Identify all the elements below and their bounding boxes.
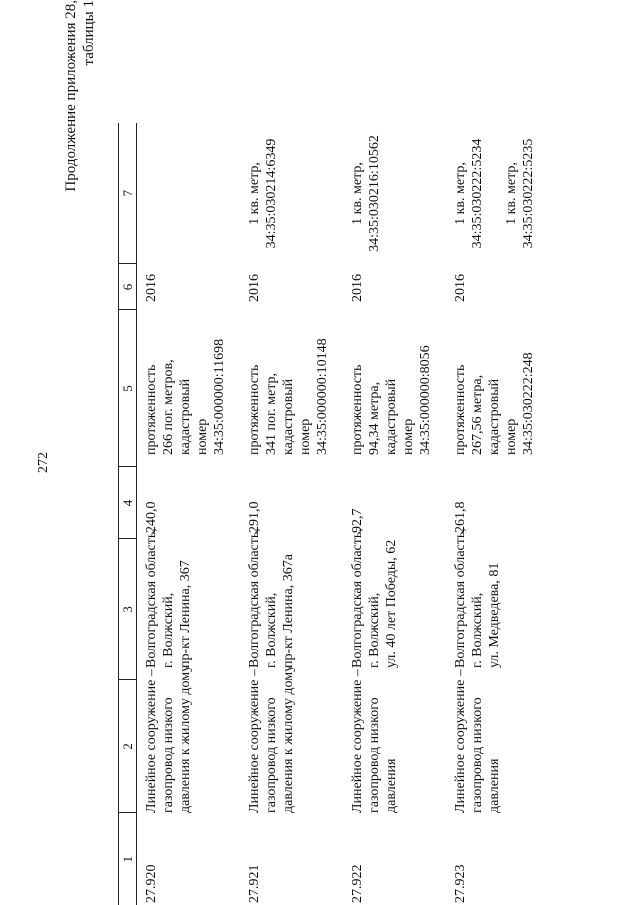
object-name-cell [137, 664, 241, 813]
year-value: 2016 [350, 274, 365, 302]
row-number-cell [240, 813, 343, 905]
column-header-1: 1 [119, 813, 137, 905]
row-number: 27.922 [350, 864, 365, 903]
description-line: 34:35:000000:10148 [315, 338, 330, 455]
row-number-cell [343, 813, 446, 905]
description-line: номер [504, 418, 519, 455]
description-line: номер [195, 418, 210, 455]
address-line: пр-кт Ленина, 367а [281, 554, 296, 668]
description-line: номер [401, 418, 416, 455]
area-cell [240, 467, 343, 539]
address-line: г. Волжский, [367, 592, 382, 668]
description-line: протяженность [350, 364, 365, 455]
description-line: кадастровый [178, 378, 193, 455]
description-line: 34:35:000000:8056 [418, 345, 433, 455]
object-name-line: газопровод низкого [367, 697, 382, 813]
object-name-line: давления [487, 758, 502, 813]
address-line: г. Волжский, [470, 592, 485, 668]
table-row [343, 123, 446, 905]
table-row [137, 123, 241, 905]
column-header-2: 2 [119, 680, 137, 813]
column-header-4: 4 [119, 467, 137, 539]
description-line: протяженность [247, 364, 262, 455]
row-number: 27.921 [247, 864, 262, 903]
address-line: Волгоградская область, [350, 528, 365, 668]
object-name-line: Линейное сооружение – [144, 669, 159, 813]
land-plot-cell [446, 123, 549, 264]
row-number-cell [446, 813, 549, 905]
description-line: кадастровый [384, 378, 399, 455]
column-header-3: 3 [119, 539, 137, 680]
year-value: 2016 [247, 274, 262, 302]
land-plot-cell [137, 123, 241, 264]
table-row [240, 123, 343, 905]
area-value: 240,0 [144, 501, 159, 533]
area-cell [446, 467, 549, 539]
year-cell [343, 264, 446, 310]
object-name-line: Линейное сооружение – [247, 669, 262, 813]
row-number-cell [137, 813, 241, 905]
description-line: 341 пог. метр, [264, 372, 279, 455]
address-line: Волгоградская область, [453, 528, 468, 668]
area-cell [137, 467, 241, 539]
address-cell [137, 528, 241, 680]
object-name-line: Линейное сооружение – [350, 669, 365, 813]
address-line: Волгоградская область, [247, 528, 262, 668]
object-name-line: газопровод низкого [470, 697, 485, 813]
land-plot-line: 1 кв. метр, [453, 162, 468, 225]
row-number: 27.920 [144, 864, 159, 903]
year-cell [446, 264, 549, 310]
column-header-5: 5 [119, 310, 137, 467]
description-cell [137, 310, 241, 467]
description-line: 267,56 метра, [470, 374, 485, 455]
land-plot-line: 1 кв. метр, [247, 162, 262, 225]
object-name-line: давления к жилому дому [178, 664, 193, 813]
land-plot-line: 1 кв. метр, [504, 162, 519, 225]
area-value: 291,0 [247, 501, 262, 533]
description-cell [240, 310, 343, 467]
address-line: пр-кт Ленина, 367 [178, 560, 193, 668]
address-line: г. Волжский, [161, 592, 176, 668]
page-number: 272 [36, 452, 51, 473]
description-line: протяженность [144, 364, 159, 455]
land-plot-cell [240, 123, 343, 264]
address-cell [240, 528, 343, 680]
description-line: кадастровый [487, 378, 502, 455]
object-name-cell [343, 669, 446, 813]
year-cell [240, 264, 343, 310]
year-value: 2016 [453, 274, 468, 302]
continuation-line-2: таблицы 1 [81, 0, 97, 66]
continuation-note [62, 0, 98, 335]
description-line: 94,34 метра, [367, 381, 382, 455]
column-header-7: 7 [119, 123, 137, 264]
object-name-line: давления к жилому дому [281, 664, 296, 813]
area-value: 92,7 [350, 508, 365, 533]
object-name-line: газопровод низкого [161, 697, 176, 813]
address-line: ул. Медведева, 81 [487, 562, 502, 668]
description-line: номер [298, 418, 313, 455]
year-value: 2016 [144, 274, 159, 302]
object-name-cell [446, 669, 549, 813]
line-gap [486, 123, 503, 264]
description-cell [343, 310, 446, 467]
description-line: 34:35:030222:248 [521, 352, 536, 455]
object-name-line: Линейное сооружение – [453, 669, 468, 813]
column-header-6: 6 [119, 264, 137, 310]
land-plot-line: 34:35:030216:10562 [367, 135, 382, 252]
continuation-line-1: Продолжение приложения 28, [63, 0, 79, 192]
address-line: г. Волжский, [264, 592, 279, 668]
object-name-line: давления [384, 758, 399, 813]
description-line: 266 пог. метров, [161, 359, 176, 455]
description-line: 34:35:000000:11698 [212, 338, 227, 455]
address-cell [446, 528, 549, 680]
address-cell [343, 528, 446, 680]
table-row [446, 123, 549, 905]
row-number: 27.923 [453, 864, 468, 903]
land-plot-line: 34:35:030222:5235 [521, 138, 536, 249]
table-body [137, 123, 550, 905]
description-line: протяженность [453, 364, 468, 455]
object-name-cell [240, 664, 343, 813]
address-line: Волгоградская область, [144, 528, 159, 668]
land-plot-line: 34:35:030214:6349 [264, 138, 279, 249]
year-cell [137, 264, 241, 310]
address-line: ул. 40 лет Победы, 62 [384, 539, 399, 668]
land-plot-cell [343, 123, 446, 264]
header-row [119, 123, 137, 905]
land-plot-line: 34:35:030222:5234 [470, 138, 485, 249]
object-name-line: газопровод низкого [264, 697, 279, 813]
land-plot-line: 1 кв. метр, [350, 162, 365, 225]
description-cell [446, 310, 549, 467]
area-value: 261,8 [453, 501, 468, 533]
area-cell [343, 467, 446, 539]
registry-table [118, 123, 549, 905]
description-line: кадастровый [281, 378, 296, 455]
